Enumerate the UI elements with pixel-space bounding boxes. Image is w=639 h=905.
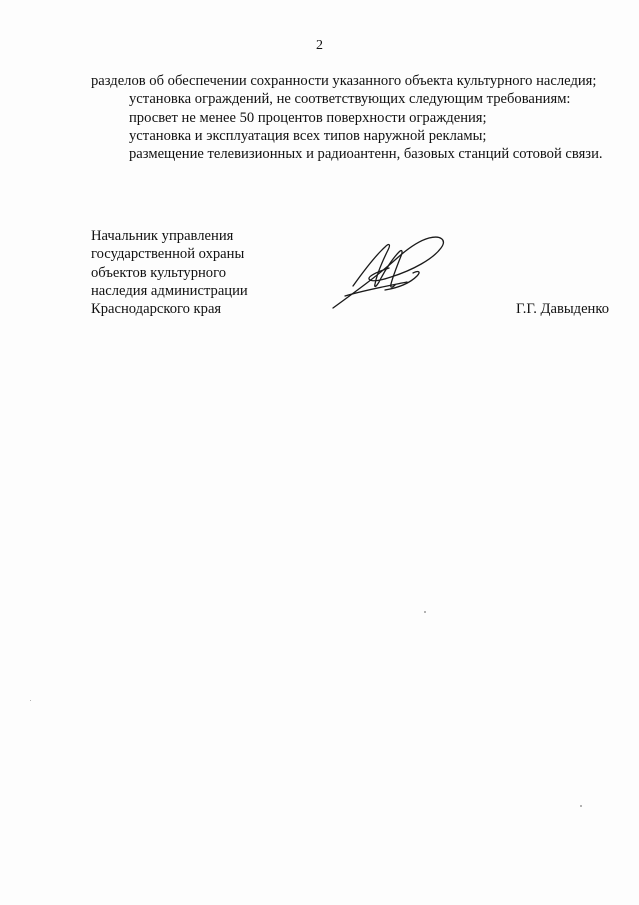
body-text <box>91 72 609 163</box>
position-line: государственной охраны <box>91 246 245 263</box>
paragraph-fence-clearance: просвет не менее 50 процентов поверхности ограждения; <box>129 109 487 126</box>
scan-speck <box>424 611 426 613</box>
paragraph-fence-requirements: установка ограждений, не соответствующих следующим требованиям: <box>129 91 571 108</box>
paragraph-advertising: установка и эксплуатация всех типов наружной рекламы; <box>129 127 487 144</box>
position-line: объектов культурного <box>91 264 227 281</box>
scan-speck <box>30 700 31 701</box>
page-number: 2 <box>316 38 323 53</box>
position-line: Начальник управления <box>91 228 234 244</box>
scan-speck <box>580 805 582 807</box>
signatory-position <box>91 227 291 318</box>
paragraph-antennas: размещение телевизионных и радиоантенн, базовых станций сотовой связи. <box>129 146 603 163</box>
handwritten-signature-icon <box>325 230 455 312</box>
position-line: Краснодарского края <box>91 301 222 318</box>
signer-name: Г.Г. Давыденко <box>515 301 609 317</box>
position-line: наследия администрации <box>91 282 248 299</box>
paragraph-continuation: разделов об обеспечении сохранности указанного объекта культурного наследия; <box>91 73 597 89</box>
